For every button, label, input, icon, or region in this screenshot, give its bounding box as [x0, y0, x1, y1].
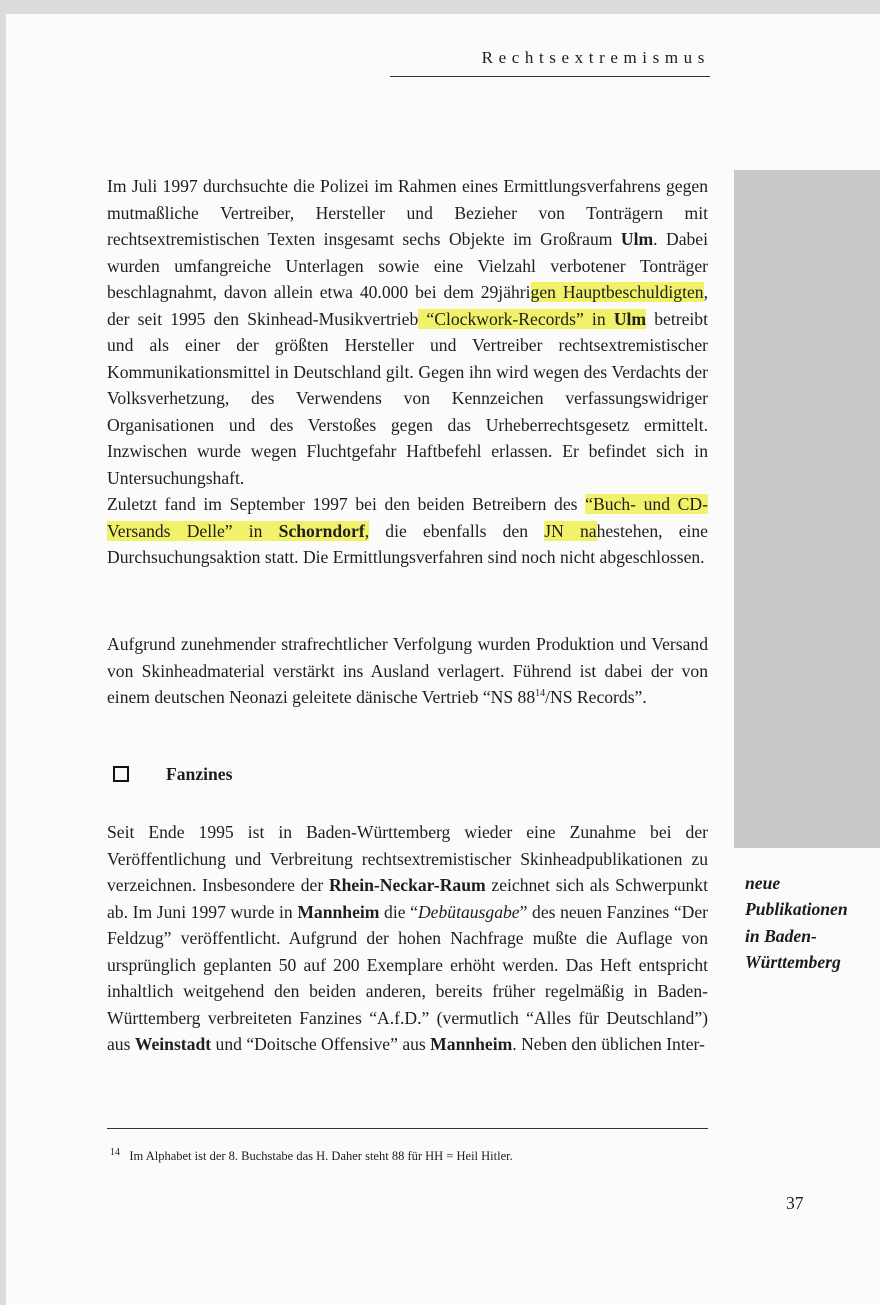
text-run: , der seit 1995 den Skinhead-Musikvertrieb	[107, 282, 708, 329]
footnote	[110, 1148, 710, 1164]
margin-sidebar	[734, 170, 880, 848]
place-name: Ulm	[613, 308, 647, 329]
footnote-text: Im Alphabet ist der 8. Buchstabe das H. Daher steht 88 für HH = Heil Hitler.	[129, 1149, 513, 1163]
place-name: Weinstadt	[134, 1034, 212, 1054]
paragraph-fanzines	[107, 819, 708, 1058]
margin-note: neue Publikationen in Baden-Württemberg	[745, 873, 848, 972]
highlighted-text	[418, 309, 646, 329]
paragraph-ausland	[107, 631, 708, 711]
text-run: ,	[364, 520, 370, 541]
text-run: und “Doitsche Offensive” aus	[211, 1034, 431, 1054]
page-number: 37	[786, 1193, 804, 1213]
italic-title: Debütausgabe	[417, 901, 520, 922]
running-header: Rechtsextremismus	[481, 48, 710, 67]
text-run: die ebenfalls den	[369, 520, 545, 541]
text-run: hestehen, eine Durchsuchungsaktion statt. Die Ermittlungsverfahren sind noch nicht abgeschlossen.	[107, 520, 708, 567]
footnote-rule	[107, 1128, 708, 1129]
header-rule	[390, 76, 710, 77]
section-heading-fanzines	[113, 762, 232, 786]
text-run: /NS Records”.	[545, 687, 647, 707]
text-run: “Buch- und CD-Versands Delle” in	[107, 494, 708, 541]
text-run: . Dabei wurden umfangreiche Unterlagen sowie eine Vielzahl verbotener Tonträger beschlagnahmt, davon allein etwa 40.000 bei dem 29jähri	[107, 229, 708, 302]
text-run: Aufgrund zunehmender strafrechtlicher Verfolgung wurden Produktion und Versand von Skinheadmaterial verstärkt ins Ausland verlagert. Führend ist dabei der von einem deutschen Neonazi geleitete dänische Vertrieb “NS 88	[107, 634, 708, 707]
text-run: Im Juli 1997 durchsuchte die Polizei im Rahmen eines Ermittlungsverfahrens gegen mutmaßliche Vertreiber, Hersteller und Bezieher von Tonträgern mit rechtsextremistischen Texten insgesamt sechs Objekte im Großraum	[107, 176, 708, 249]
paragraph-clockwork-records	[107, 173, 708, 571]
text-run: ” des neuen Fanzines “Der Feldzug” veröffentlicht. Aufgrund der hohen Nachfrage mußte die Auflage von ursprünglich geplanten 50 auf 200 Exemplare erhöht werden. Das Heft entspricht inhaltlich weitgehend den beiden anderen, bereits früher regelmäßig in Baden-Württemberg verbreiteten Fanzines “A.f.D.” (vermutlich “Alles für Deutschland”) aus	[107, 901, 709, 1054]
section-title: Fanzines	[166, 763, 233, 784]
place-name: Ulm	[620, 229, 654, 249]
highlighted-text: gen Hauptbeschuldigten	[530, 282, 704, 302]
text-run: Seit Ende 1995 ist in Baden-Württemberg wieder eine Zunahme bei der Veröffentlichung und Verbreitung rechtsextremistischer Skinheadpublikationen zu verzeichnen. Insbesondere der	[107, 822, 708, 895]
highlighted-text: JN na	[544, 520, 597, 541]
text-run: . Neben den üblichen Inter-	[512, 1034, 705, 1054]
place-name: Rhein-Neckar-Raum	[328, 875, 486, 895]
text-run: die “	[379, 901, 418, 922]
place-name: Mannheim	[430, 1034, 513, 1054]
text-run: Zuletzt fand im September 1997 bei den beiden Betreibern des	[107, 494, 586, 514]
text-run: zeichnet sich als Schwerpunkt ab. Im Juni 1997 wurde in	[107, 875, 708, 922]
footnote-reference: 14	[535, 688, 546, 700]
text-run: betreibt und als einer der größten Hersteller und Vertreiber rechtsextremistischer Kommunikationsmittel in Deutschland gilt. Gegen ihn wird wegen des Verdachts der Volksverhetzung, des Verwendens von Kennzeichen verfassungswidriger Organisationen und des Verstoßes gegen das Urheberrechtsgesetz ermittelt. Inzwischen wurde wegen Fluchtgefahr Haftbefehl erlassen. Er befindet sich in Untersuchungshaft.	[107, 308, 708, 488]
place-name: Mannheim	[297, 901, 380, 922]
checkbox-bullet-icon	[113, 766, 129, 782]
footnote-number: 14	[110, 1146, 120, 1158]
place-name: Schorndorf	[278, 520, 365, 541]
text-run: “Clockwork-Records” in	[418, 308, 614, 329]
